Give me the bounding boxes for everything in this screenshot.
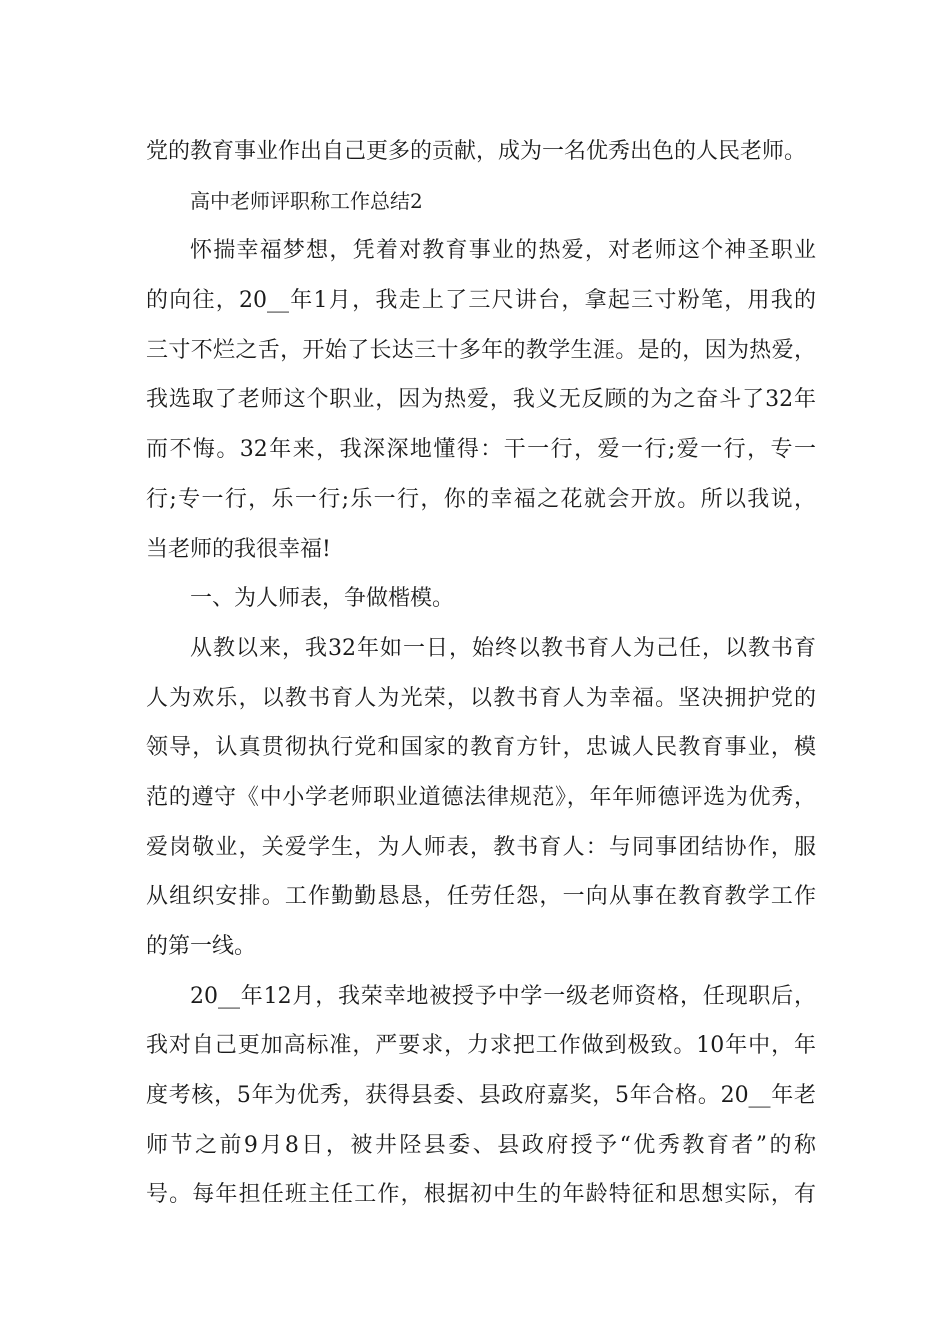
paragraph-line: 的第一线。: [146, 934, 257, 959]
paragraph-line: 师节之前9月8日，被井陉县委、县政府授予“优秀教育者”的称: [146, 1132, 816, 1158]
paragraph-line: 行;专一行，乐一行;乐一行，你的幸福之花就会开放。所以我说，: [146, 486, 816, 512]
section-heading: 高中老师评职称工作总结2: [190, 188, 423, 213]
paragraph-line: 范的遵守《中小学老师职业道德法律规范》，年年师德评选为优秀，: [146, 784, 816, 810]
subsection-heading: 一、为人师表，争做楷模。: [190, 586, 455, 612]
paragraph-line: 怀揣幸福梦想，凭着对教育事业的热爱，对老师这个神圣职业: [190, 238, 816, 264]
paragraph-line: 领导，认真贯彻执行党和国家的教育方针，忠诚人民教育事业，模: [146, 735, 816, 761]
paragraph-line: 我选取了老师这个职业，因为热爱，我义无反顾的为之奋斗了32年: [146, 387, 816, 413]
paragraph-line: 从组织安排。工作勤勤恳恳，任劳任怨，一向从事在教育教学工作: [146, 884, 816, 910]
paragraph-line: 20__年12月，我荣幸地被授予中学一级老师资格，任现职后，: [190, 983, 816, 1009]
paragraph-line: 从教以来，我32年如一日，始终以教书育人为己任，以教书育: [190, 635, 816, 661]
paragraph-line: 三寸不烂之舌，开始了长达三十多年的教学生涯。是的，因为热爱，: [146, 337, 816, 363]
paragraph-line: 的向往，20__年1月，我走上了三尺讲台，拿起三寸粉笔，用我的: [146, 288, 816, 314]
paragraph-line: 爱岗敬业，关爱学生，为人师表，教书育人：与同事团结协作，服: [146, 834, 816, 860]
paragraph-line: 当老师的我很幸福!: [146, 536, 331, 562]
paragraph-line: 度考核，5年为优秀，获得县委、县政府嘉奖，5年合格。20__年老: [146, 1083, 816, 1109]
body-line: 党的教育事业作出自己更多的贡献，成为一名优秀出色的人民老师。: [146, 139, 807, 164]
paragraph-line: 号。每年担任班主任工作，根据初中生的年龄特征和思想实际，有: [146, 1182, 816, 1208]
paragraph-line: 而不悔。32年来，我深深地懂得：干一行，爱一行;爱一行，专一: [146, 437, 816, 463]
paragraph-line: 人为欢乐，以教书育人为光荣，以教书育人为幸福。坚决拥护党的: [146, 685, 816, 711]
document-body: [146, 127, 816, 1220]
paragraph-line: 我对自己更加高标准，严要求，力求把工作做到极致。10年中，年: [146, 1033, 816, 1059]
